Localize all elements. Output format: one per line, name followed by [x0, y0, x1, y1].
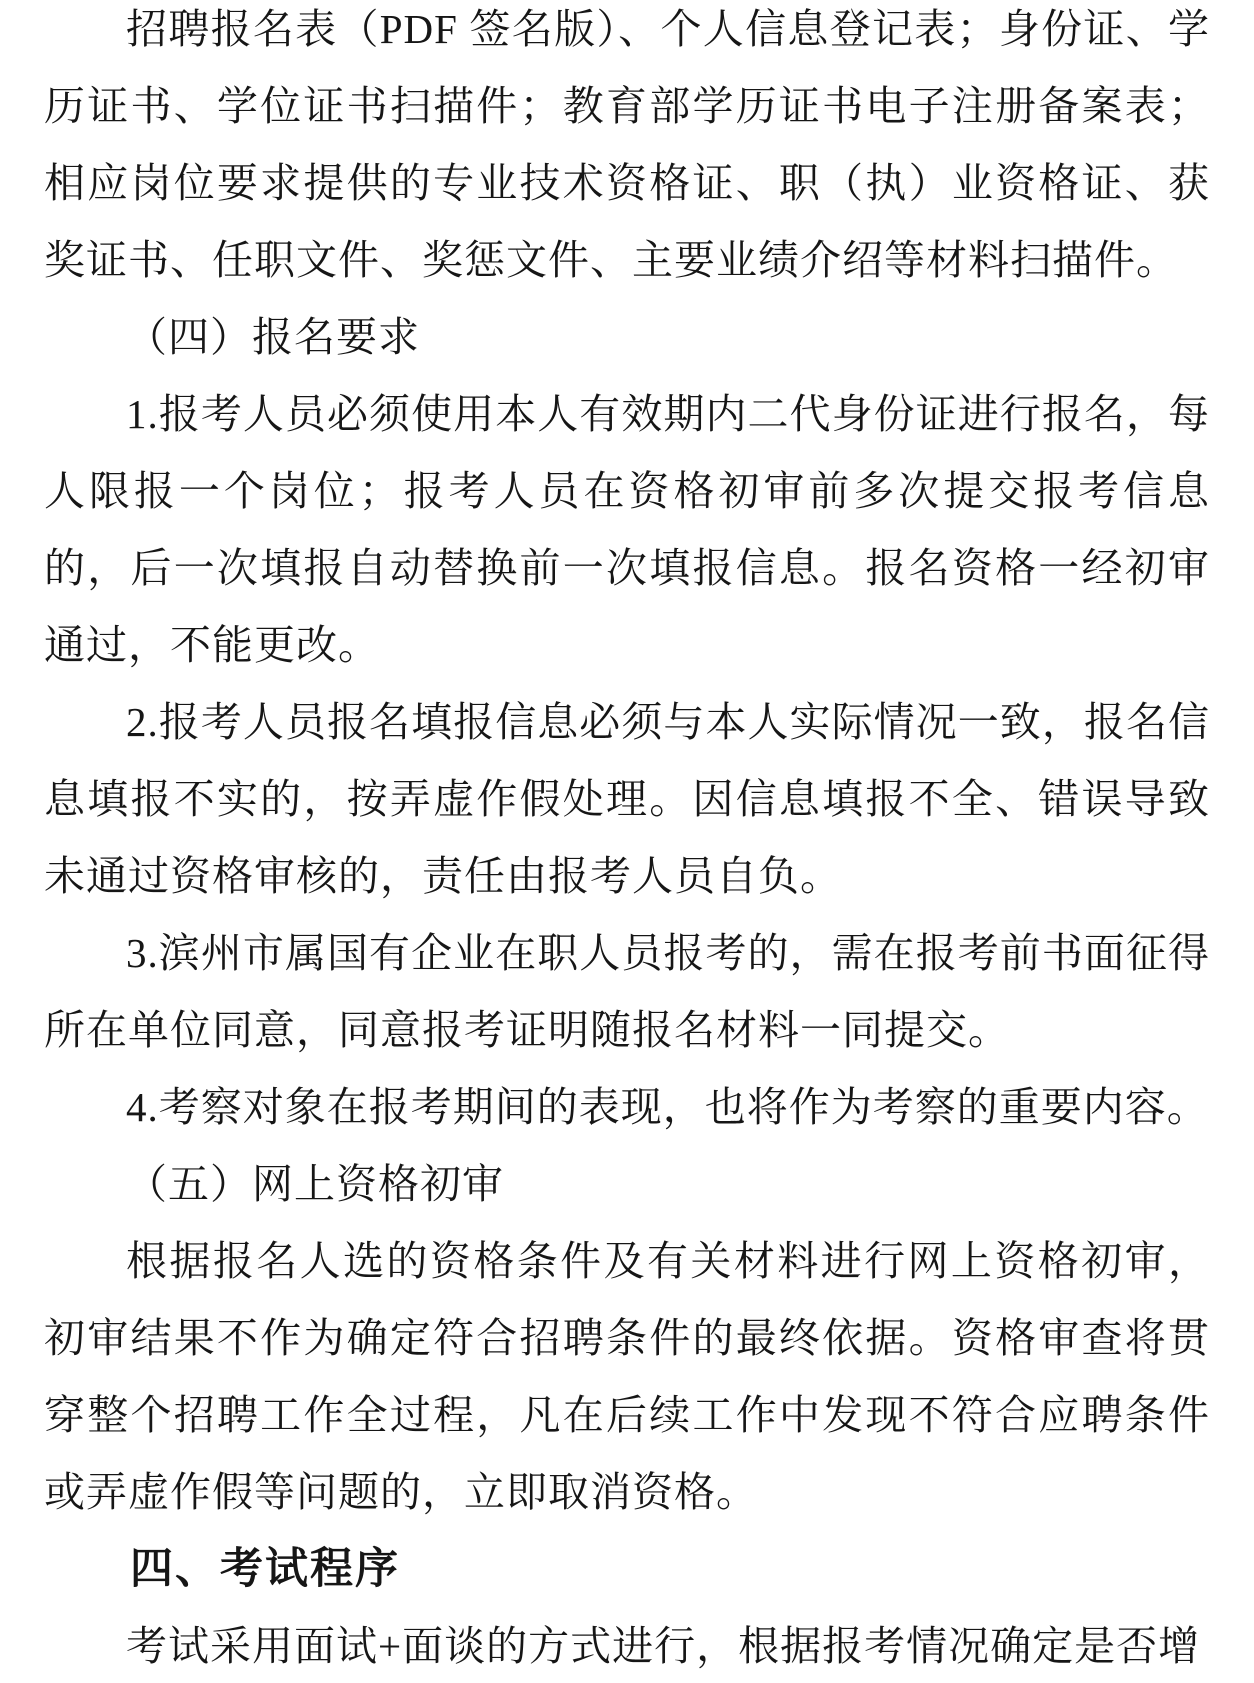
paragraph-materials-list: 招聘报名表（PDF 签名版）、个人信息登记表；身份证、学历证书、学位证书扫描件；教育部学历证书电子注册备案表；相应岗位要求提供的专业技术资格证、职（执）业资格证、获奖证书、任职文件、奖惩文件、主要业绩介绍等材料扫描件。	[44, 6, 1210, 283]
paragraph-rule-4: 4.考察对象在报考期间的表现，也将作为考察的重要内容。	[126, 1084, 1209, 1130]
paragraph-rule-2: 2.报考人员报名填报信息必须与本人实际情况一致，报名信息填报不实的，按弄虚作假处理。因信息填报不全、错误导致未通过资格审核的，责任由报考人员自负。	[44, 699, 1210, 899]
paragraph-rule-3: 3.滨州市属国有企业在职人员报考的，需在报考前书面征得所在单位同意，同意报考证明随报名材料一同提交。	[44, 930, 1210, 1053]
subheading-5-online-qualification-review: （五）网上资格初审	[126, 1161, 504, 1207]
document-text-column	[44, 0, 1210, 1683]
paragraph-rule-1: 1.报考人员必须使用本人有效期内二代身份证进行报名，每人限报一个岗位；报考人员在资格初审前多次提交报考信息的，后一次填报自动替换前一次填报信息。报名资格一经初审通过，不能更改。	[44, 391, 1210, 668]
paragraph-exam-intro: 考试采用面试+面谈的方式进行，根据报考情况确定是否增	[126, 1623, 1201, 1669]
section-heading-exam-procedure: 四、考试程序	[130, 1545, 400, 1593]
subheading-4-registration-requirements: （四）报名要求	[126, 314, 420, 360]
paragraph-online-review: 根据报名人选的资格条件及有关材料进行网上资格初审，初审结果不作为确定符合招聘条件的最终依据。资格审查将贯穿整个招聘工作全过程，凡在后续工作中发现不符合应聘条件或弄虚作假等问题的，立即取消资格。	[44, 1238, 1210, 1515]
